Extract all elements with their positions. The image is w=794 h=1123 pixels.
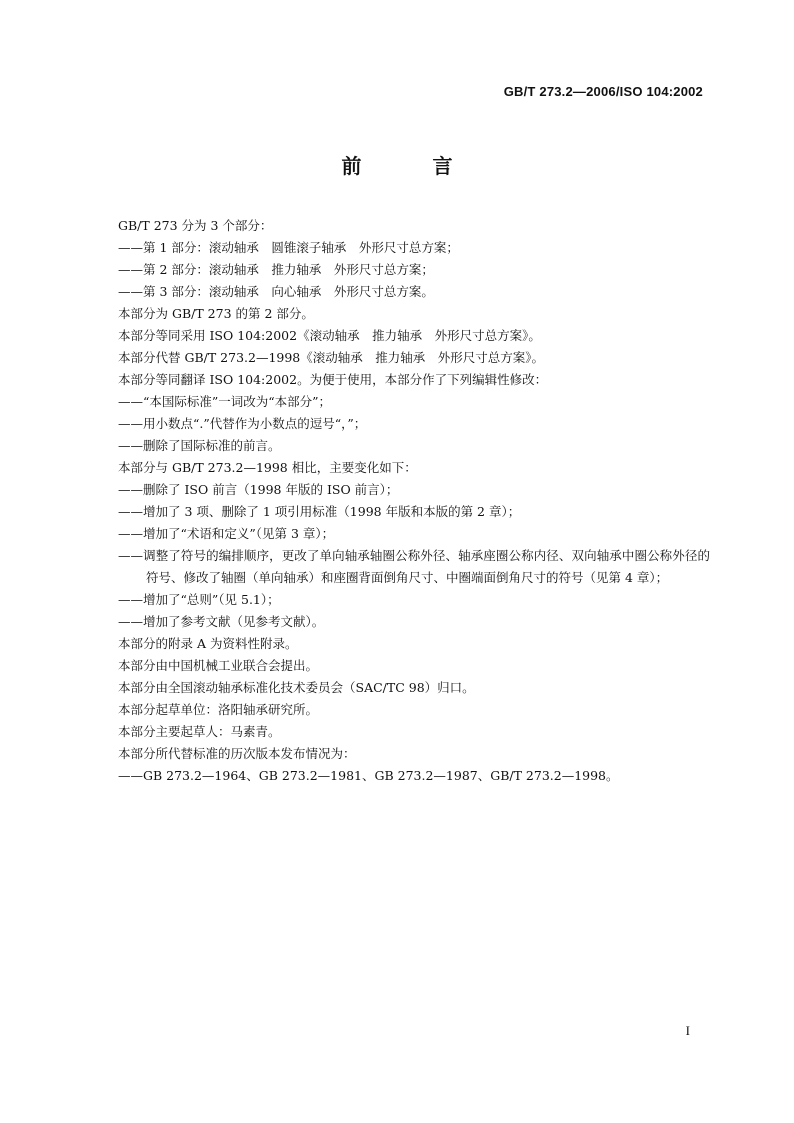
page-number: I: [685, 1023, 690, 1038]
paragraph-line: 本部分所代替标准的历次版本发布情况为：: [118, 746, 356, 761]
paragraph-line: 本部分代替 GB/T 273.2—1998《滚动轴承 推力轴承 外形尺寸总方案》。: [118, 350, 545, 365]
list-item: ——增加了“术语和定义”（见第 3 章）；: [118, 526, 335, 541]
list-item: ——调整了符号的编排顺序，更改了单向轴承轴圈公称外径、轴承座圈公称内径、双向轴承中圈公称外径的符号、修改了轴圈（单向轴承）和座圈背面倒角尺寸、中圈端面倒角尺寸的符号（见第 4 章）；: [118, 548, 710, 585]
list-item: ——第 3 部分：滚动轴承 向心轴承 外形尺寸总方案。: [118, 284, 434, 299]
standard-code: GB/T 273.2—2006/ISO 104:2002: [503, 84, 703, 99]
list-item: ——增加了“总则”（见 5.1）；: [118, 592, 280, 607]
paragraph-line: 本部分由中国机械工业联合会提出。: [118, 658, 319, 673]
paragraph-line: 本部分主要起草人：马素青。: [118, 724, 281, 739]
list-item: ——第 1 部分：滚动轴承 圆锥滚子轴承 外形尺寸总方案；: [118, 240, 459, 255]
paragraph-line: 本部分起草单位：洛阳轴承研究所。: [118, 702, 319, 717]
paragraph-line: 本部分为 GB/T 273 的第 2 部分。: [118, 306, 314, 321]
paragraph-line: 本部分等同翻译 ISO 104:2002。为便于使用，本部分作了下列编辑性修改：: [118, 372, 548, 387]
list-item: ——“本国际标准”一词改为“本部分”；: [118, 394, 332, 409]
paragraph-line: GB/T 273 分为 3 个部分：: [118, 218, 273, 233]
foreword-body: [118, 215, 710, 787]
paragraph-line: 本部分由全国滚动轴承标准化技术委员会（SAC/TC 98）归口。: [118, 680, 475, 695]
list-item: ——用小数点“.”代替作为小数点的逗号“，”；: [118, 416, 367, 431]
paragraph-line: 本部分与 GB/T 273.2—1998 相比，主要变化如下：: [118, 460, 417, 475]
list-item: ——增加了参考文献（见参考文献）。: [118, 614, 325, 629]
page-title: 前 言: [341, 154, 485, 178]
list-item: ——删除了国际标准的前言。: [118, 438, 281, 453]
paragraph-line: 本部分等同采用 ISO 104:2002《滚动轴承 推力轴承 外形尺寸总方案》。: [118, 328, 541, 343]
list-item: ——GB 273.2—1964、GB 273.2—1981、GB 273.2—1987、GB/T 273.2—1998。: [118, 768, 619, 783]
paragraph-line: 本部分的附录 A 为资料性附录。: [118, 636, 298, 651]
list-item: ——删除了 ISO 前言（1998 年版的 ISO 前言）；: [118, 482, 399, 497]
list-item: ——增加了 3 项、删除了 1 项引用标准（1998 年版和本版的第 2 章）；: [118, 504, 521, 519]
list-item: ——第 2 部分：滚动轴承 推力轴承 外形尺寸总方案；: [118, 262, 434, 277]
